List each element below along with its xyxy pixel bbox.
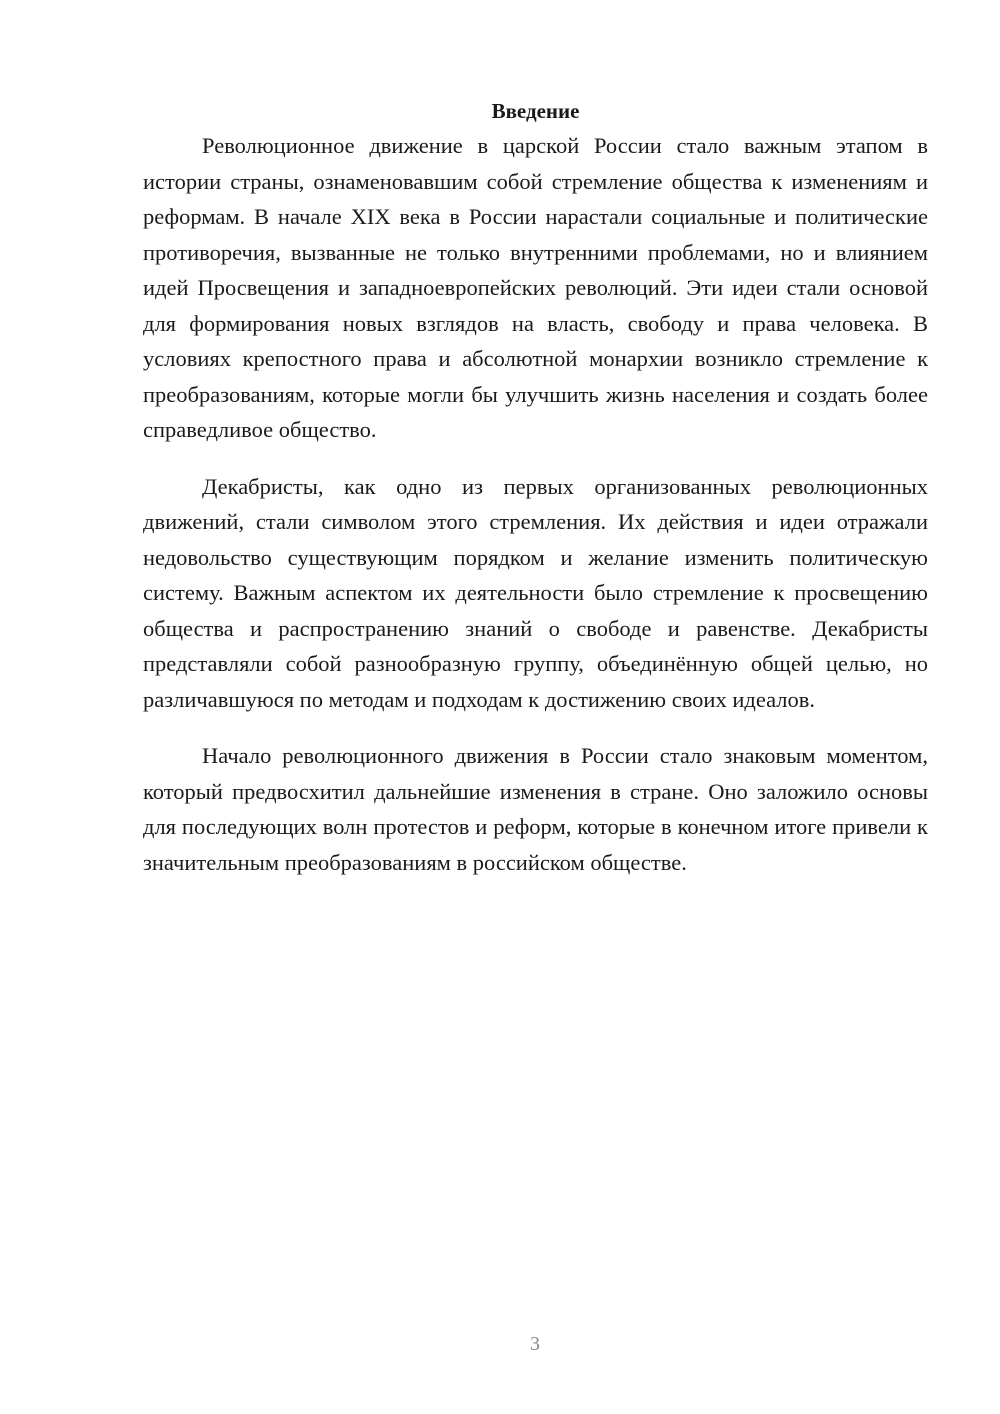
page-number: 3 [530,1333,540,1355]
paragraph-spacer [143,717,928,738]
page-content [143,96,928,880]
section-heading: Введение [491,99,580,123]
paragraph-spacer [143,448,928,469]
paragraph-2: Декабристы, как одно из первых организованных революционных движений, стали символом этого стремления. Их действия и идеи отражали недовольство существующим порядком и желание изменить политическую систему. Важным аспектом их деятельности было стремление к просвещению общества и распространению знаний о свободе и равенстве. Декабристы представляли собой разнообразную группу, объединённую общей целью, но различавшуюся по методам и подходам к достижению своих идеалов. [143,473,928,712]
paragraph-3: Начало революционного движения в России стало знаковым моментом, который предвосхитил дальнейшие изменения в стране. Оно заложило основы для последующих волн протестов и реформ, которые в конечном итоге привели к значительным преобразованиям в российском обществе. [143,743,928,875]
paragraph-1: Революционное движение в царской России стало важным этапом в истории страны, ознаменовавшим собой стремление общества к изменениям и реформам. В начале XIX века в России нарастали социальные и политические противоречия, вызванные не только внутренними проблемами, но и влиянием идей Просвещения и западноевропейских революций. Эти идеи стали основой для формирования новых взглядов на власть, свободу и права человека. В условиях крепостного права и абсолютной монархии возникло стремление к преобразованиям, которые могли бы улучшить жизнь населения и создать более справедливое общество. [143,133,928,442]
